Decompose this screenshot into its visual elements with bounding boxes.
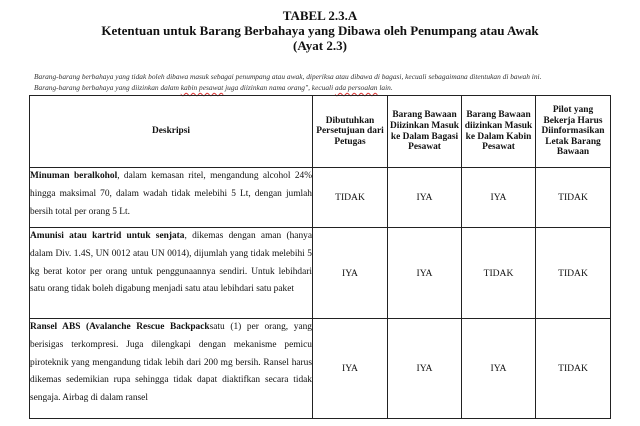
row-description: Minuman beralkohol, dalam kemasan ritel, mengandung alcohol 24% hingga maksimal 70, dalam wadah tidak melebihi 5 Lt, dengan jumlah bersih total per orang 5 Lt. (30, 168, 313, 228)
header-checked-baggage: Barang Bawaan Diizinkan Masuk ke Dalam Bagasi Pesawat (388, 96, 462, 168)
cell-cabin: IYA (462, 168, 536, 228)
table-number: TABEL 2.3.A (282, 8, 358, 23)
header-pilot-informed: Pilot yang Bekerja Harus Diinformasikan Letak Barang Bawaan (536, 96, 611, 168)
row-description: Ransel ABS (Avalanche Rescue Backpacksatu (1) per orang, yang berisigas terkompresi. Juga dilengkapi dengan mekanisme pemicu piroteknik yang mengandung tidak lebih dari 200 mg bersih. Ransel harus dikemas sedemikian rupa sehingga tidak dapat diaktifkan secara tidak sengaja. Airbag di dalam ransel (30, 319, 313, 419)
header-deskripsi: Deskripsi (30, 96, 313, 168)
cell-approval: IYA (313, 228, 388, 319)
table-title: Ketentuan untuk Barang Berbahaya yang Dibawa oleh Penumpang atau Awak (101, 23, 539, 38)
note-line-1: Barang-barang berbahaya yang tidak boleh dibawa masuk sebagai penumpang atau awak, diperiksa atau dibawa di bagasi, kecuali sebagaimana ditentukan di bawah ini. (34, 72, 542, 81)
header-approval: Dibutuhkan Persetujuan dari Petugas (313, 96, 388, 168)
cell-checked-baggage: IYA (388, 319, 462, 419)
cell-pilot-informed: TIDAK (536, 319, 611, 419)
table-reference: (Ayat 2.3) (293, 38, 347, 53)
header-cabin: Barang Bawaan diizinkan Masuk ke Dalam Kabin Pesawat (462, 96, 536, 168)
cell-cabin: IYA (462, 319, 536, 419)
table-header-row (30, 96, 611, 168)
cell-checked-baggage: IYA (388, 228, 462, 319)
cell-cabin: TIDAK (462, 228, 536, 319)
cell-approval: IYA (313, 319, 388, 419)
spellcheck-underline: kabin pesawat (180, 83, 224, 92)
cell-approval: TIDAK (313, 168, 388, 228)
cell-pilot-informed: TIDAK (536, 168, 611, 228)
table-row (30, 228, 611, 319)
intro-note (34, 71, 624, 93)
dangerous-goods-table (29, 95, 611, 419)
table-row (30, 168, 611, 228)
row-description: Amunisi atau kartrid untuk senjata, dikemas dengan aman (hanya dalam Div. 1.4S, UN 0012 atau UN 0014), dijumlah yang tidak melebihi 5 kg berat kotor per orang untuk penggunaannya sendiri. Untuk lebihdari satu orang tidak boleh digabung menjadi satu atau lebihdari satu paket (30, 228, 313, 319)
table-title-block (0, 8, 640, 53)
table-row (30, 319, 611, 419)
cell-checked-baggage: IYA (388, 168, 462, 228)
spellcheck-underline: ada persoalan (334, 83, 378, 92)
note-line-2: Barang-barang berbahaya yang diizinkan dalam kabin pesawat juga diizinkan nama orang", kecuali ada persoalan lain. (34, 83, 393, 92)
cell-pilot-informed: TIDAK (536, 228, 611, 319)
